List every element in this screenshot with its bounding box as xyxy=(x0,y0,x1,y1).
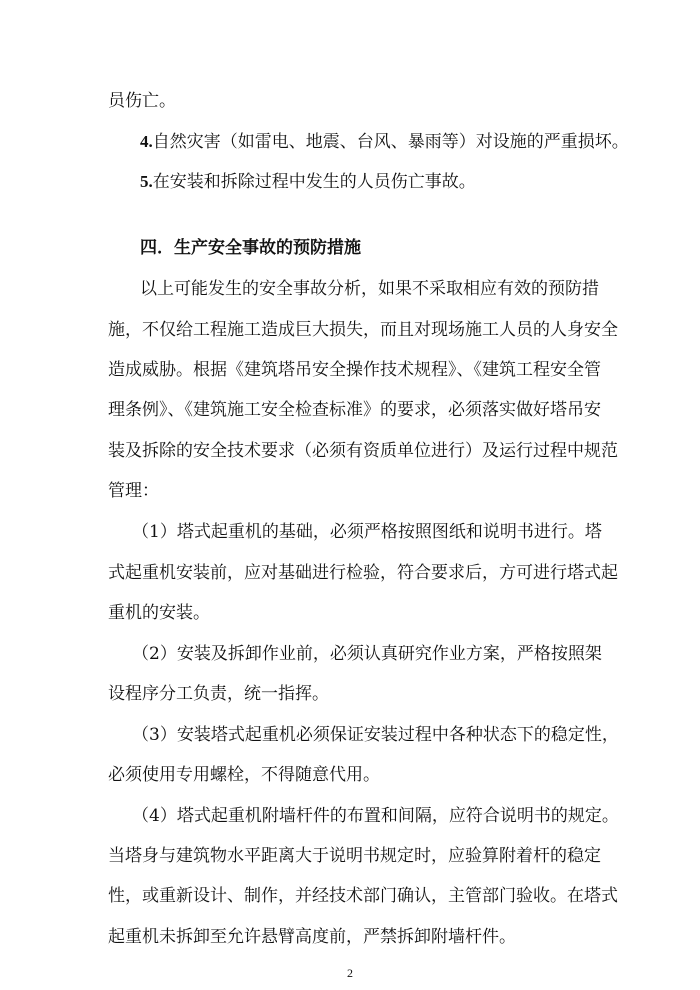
paragraph-line xyxy=(0,398,700,422)
paragraph-line xyxy=(0,561,700,585)
line-text: （3）安装塔式起重机必须保证安装过程中各种状态下的稳定性， xyxy=(132,725,619,745)
paragraph-line xyxy=(0,277,700,301)
line-text: 理条例》、《建筑施工安全检查标准》的要求，必须落实做好塔吊安 xyxy=(108,400,601,420)
list-item-5 xyxy=(0,170,700,194)
line-text: （4）塔式起重机附墙杆件的布置和间隔，应符合说明书的规定。 xyxy=(132,806,619,826)
item-number: 5. xyxy=(140,172,153,191)
paragraph-line xyxy=(0,682,700,706)
item-text: 在安装和拆除过程中发生的人员伤亡事故。 xyxy=(152,172,476,192)
line-text: 设程序分工负责，统一指挥。 xyxy=(108,684,329,704)
paragraph-line xyxy=(0,479,700,503)
line-text: 式起重机安装前，应对基础进行检验，符合要求后，方可进行塔式起 xyxy=(108,563,618,583)
paragraph-line xyxy=(0,844,700,868)
list-item-4 xyxy=(0,130,700,154)
line-text: （1）塔式起重机的基础，必须严格按照图纸和说明书进行。塔 xyxy=(132,522,602,542)
line-text: 以上可能发生的安全事故分析，如果不采取相应有效的预防措 xyxy=(140,279,599,299)
paragraph-line xyxy=(0,804,700,828)
line-text: 员伤亡。 xyxy=(108,91,176,111)
paragraph-line xyxy=(0,763,700,787)
line-text: 性，或重新设计、制作，并经技术部门确认，主管部门验收。在塔式 xyxy=(108,886,618,906)
paragraph-line xyxy=(0,520,700,544)
line-text: （2）安装及拆卸作业前，必须认真研究作业方案，严格按照架 xyxy=(132,644,602,664)
line-text: 当塔身与建筑物水平距离大于说明书规定时，应验算附着杆的稳定 xyxy=(108,846,601,866)
paragraph-line xyxy=(0,642,700,666)
line-text: 起重机未拆卸至允许悬臂高度前，严禁拆卸附墙杆件。 xyxy=(108,927,516,947)
line-text: 装及拆除的安全技术要求（必须有资质单位进行）及运行过程中规范 xyxy=(108,441,618,461)
paragraph-line xyxy=(0,358,700,382)
item-text: 自然灾害（如雷电、地震、台风、暴雨等）对设施的严重损坏。 xyxy=(152,132,629,152)
heading-text: 四．生产安全事故的预防措施 xyxy=(140,238,361,258)
section-heading xyxy=(0,236,700,260)
line-text: 重机的安装。 xyxy=(108,603,210,623)
paragraph-line xyxy=(0,318,700,342)
line-text: 造成威胁。根据《建筑塔吊安全操作技术规程》、《建筑工程安全管 xyxy=(108,360,601,380)
page-number: 2 xyxy=(347,966,353,980)
paragraph-line xyxy=(0,439,700,463)
text-line xyxy=(0,89,700,113)
paragraph-line xyxy=(0,925,700,949)
paragraph-line xyxy=(0,884,700,908)
paragraph-line xyxy=(0,601,700,625)
paragraph-line xyxy=(0,723,700,747)
line-text: 施，不仅给工程施工造成巨大损失，而且对现场施工人员的人身安全 xyxy=(108,320,618,340)
line-text: 管理： xyxy=(108,481,159,501)
line-text: 必须使用专用螺栓，不得随意代用。 xyxy=(108,765,380,785)
item-number: 4. xyxy=(140,132,153,151)
